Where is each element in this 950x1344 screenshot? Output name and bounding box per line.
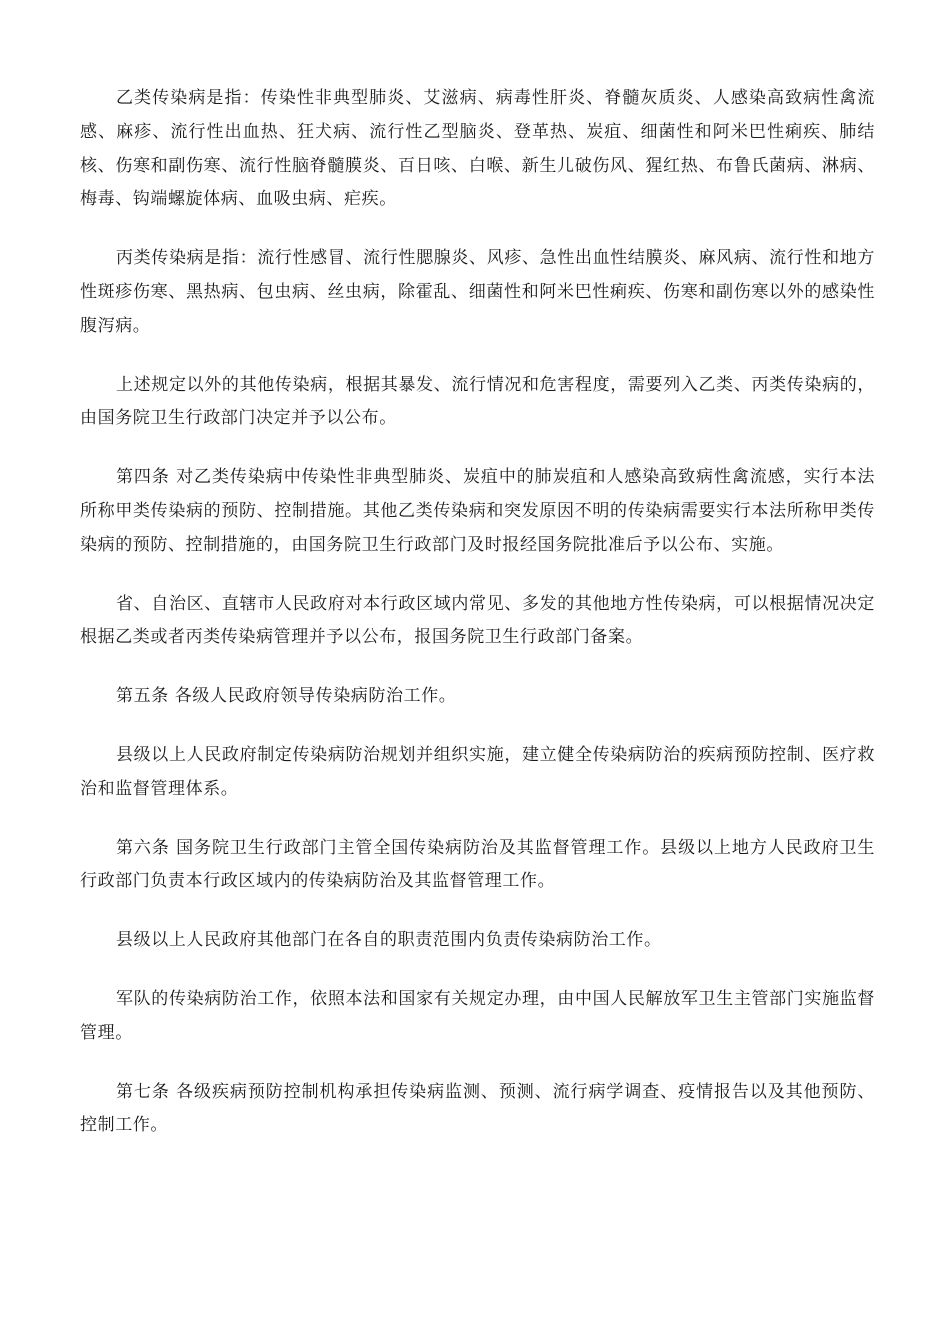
- paragraph-military: 军队的传染病防治工作，依照本法和国家有关规定办理，由中国人民解放军卫生主管部门实施监督管理。: [80, 988, 875, 1043]
- document-page: [80, 82, 875, 1168]
- paragraph-class-b-diseases: 乙类传染病是指：传染性非典型肺炎、艾滋病、病毒性肝炎、脊髓灰质炎、人感染高致病性禽流感、麻疹、流行性出血热、狂犬病、流行性乙型脑炎、登革热、炭疽、细菌性和阿米巴性痢疾、肺结核、伤寒和副伤寒、流行性脑脊髓膜炎、百日咳、白喉、新生儿破伤风、猩红热、布鲁氏菌病、淋病、梅毒、钩端螺旋体病、血吸虫病、疟疾。: [80, 88, 875, 210]
- paragraph-other-departments: 县级以上人民政府其他部门在各自的职责范围内负责传染病防治工作。: [116, 930, 662, 951]
- paragraph-class-c-diseases: 丙类传染病是指：流行性感冒、流行性腮腺炎、风疹、急性出血性结膜炎、麻风病、流行性和地方性斑疹伤寒、黑热病、包虫病、丝虫病，除霍乱、细菌性和阿米巴性痢疾、伤寒和副伤寒以外的感染性腹泻病。: [80, 248, 875, 336]
- paragraph-other-diseases: 上述规定以外的其他传染病，根据其暴发、流行情况和危害程度，需要列入乙类、丙类传染病的，由国务院卫生行政部门决定并予以公布。: [80, 374, 875, 429]
- paragraph-county-planning: 县级以上人民政府制定传染病防治规划并组织实施，建立健全传染病防治的疾病预防控制、医疗救治和监督管理体系。: [80, 744, 875, 799]
- paragraph-article-6: 第六条 国务院卫生行政部门主管全国传染病防治及其监督管理工作。县级以上地方人民政府卫生行政部门负责本行政区域内的传染病防治及其监督管理工作。: [80, 837, 875, 892]
- paragraph-article-4: 第四条 对乙类传染病中传染性非典型肺炎、炭疽中的肺炭疽和人感染高致病性禽流感，实行本法所称甲类传染病的预防、控制措施。其他乙类传染病和突发原因不明的传染病需要实行本法所称甲类传染病的预防、控制措施的，由国务院卫生行政部门及时报经国务院批准后予以公布、实施。: [80, 467, 875, 555]
- paragraph-provincial-diseases: 省、自治区、直辖市人民政府对本行政区域内常见、多发的其他地方性传染病，可以根据情况决定根据乙类或者丙类传染病管理并予以公布，报国务院卫生行政部门备案。: [80, 593, 875, 648]
- paragraph-article-5: 第五条 各级人民政府领导传染病防治工作。: [116, 686, 457, 707]
- paragraph-article-7: 第七条 各级疾病预防控制机构承担传染病监测、预测、流行病学调查、疫情报告以及其他预防、控制工作。: [80, 1081, 875, 1136]
